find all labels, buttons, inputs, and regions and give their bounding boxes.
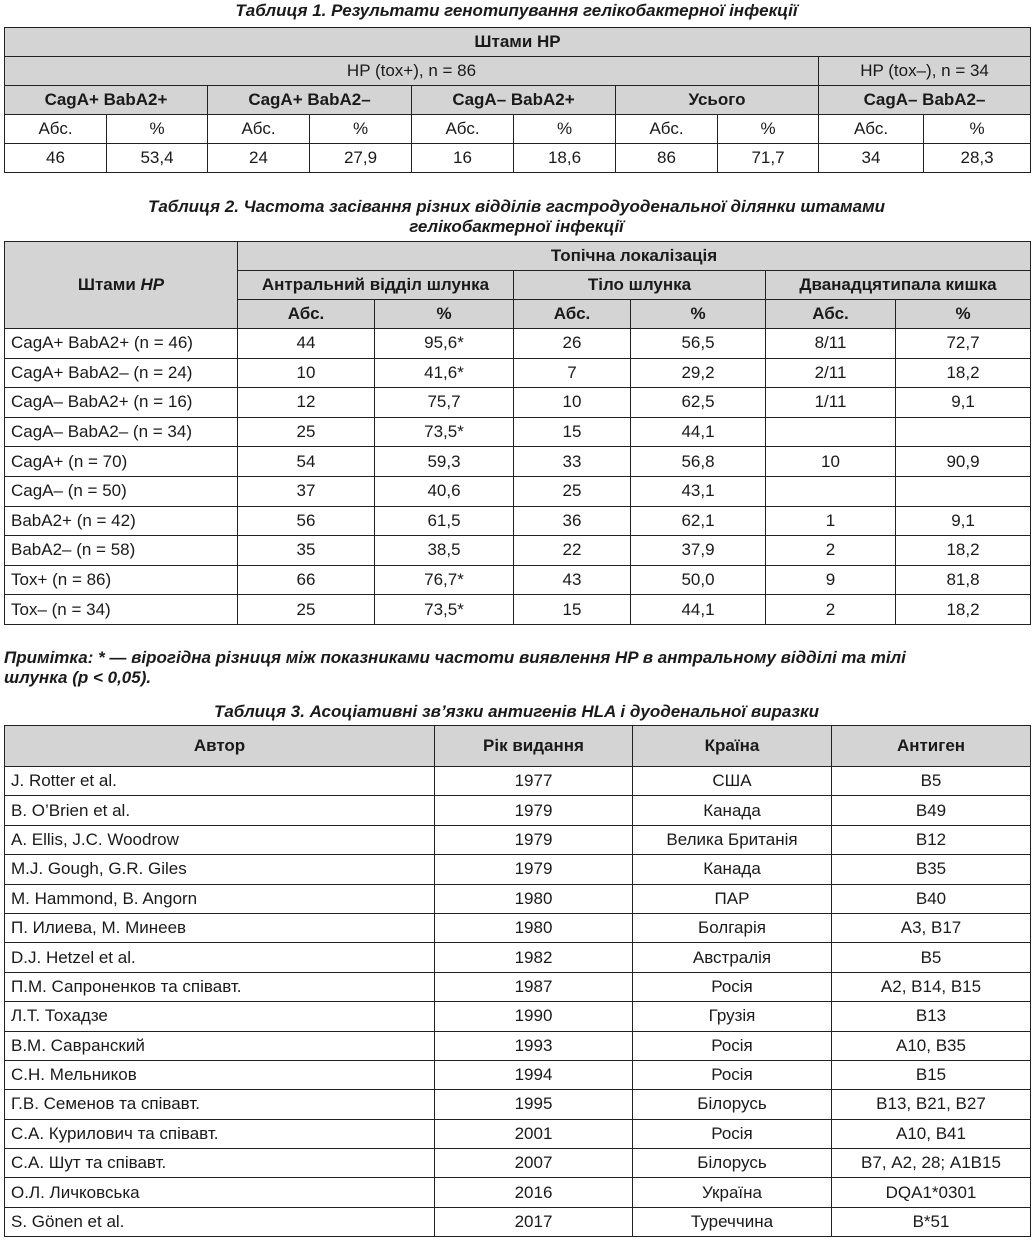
value-cell: 9,1 [896,506,1031,536]
antigen-cell: B35 [832,855,1031,884]
year-cell: 1994 [435,1060,633,1089]
table-row [5,476,1031,506]
value-cell: 62,1 [631,506,766,536]
author-header: Автор [5,726,435,767]
author-cell: M.J. Gough, G.R. Giles [5,855,435,884]
table-row [5,1149,1031,1178]
table-row [5,767,1031,796]
footnote-line1: Примітка: * — вірогідна різниця між показниками частоти виявлення HP в антральному відділі та тілі [4,648,906,667]
country-cell: Болгарія [633,913,832,942]
year-cell: 1979 [435,825,633,854]
location-header: Антральний відділ шлунка [238,271,514,300]
group-header: CagA+ BabA2– [208,86,412,115]
author-cell: П.М. Сапроненков та співавт. [5,972,435,1001]
antigen-cell: А10, В41 [832,1119,1031,1148]
value-cell [896,476,1031,506]
year-header: Рік видання [435,726,633,767]
author-cell: В.М. Савранский [5,1031,435,1060]
country-cell: Україна [633,1178,832,1207]
value-cell: 81,8 [896,565,1031,595]
table-row [5,943,1031,972]
table-row [5,913,1031,942]
value-cell: 62,5 [631,388,766,418]
table-row [5,506,1031,536]
year-cell: 1977 [435,767,633,796]
antigen-cell: В13, В21, В27 [832,1090,1031,1119]
unit-row [5,115,1031,144]
value-cell: 7 [514,358,631,388]
author-cell: A. Ellis, J.C. Woodrow [5,825,435,854]
value-cell: 10 [238,358,375,388]
value-cell: 1/11 [766,388,896,418]
antigen-cell: B5 [832,767,1031,796]
year-cell: 1980 [435,884,633,913]
country-cell: Велика Британія [633,825,832,854]
antigen-cell: А2, В14, В15 [832,972,1031,1001]
location-header: Тіло шлунка [514,271,766,300]
strain-label: CagA+ BabA2– (n = 24) [5,358,238,388]
value-cell: 54 [238,447,375,477]
value-cell: 61,5 [375,506,514,536]
strain-label: CagA+ BabA2+ (n = 46) [5,329,238,359]
table-row [5,1060,1031,1089]
author-cell: С.А. Курилович та співавт. [5,1119,435,1148]
abs-label: Абс. [819,115,924,144]
country-cell: Туреччина [633,1207,832,1236]
value-cell: 59,3 [375,447,514,477]
table-row [5,565,1031,595]
value-cell: 2 [766,595,896,625]
abs-label: Абс. [5,115,107,144]
value-cell: 28,3 [924,144,1031,173]
antigen-cell: А10, В35 [832,1031,1031,1060]
year-cell: 1982 [435,943,633,972]
year-cell: 1980 [435,913,633,942]
antigen-cell: А3, В17 [832,913,1031,942]
table-row [5,536,1031,566]
antigen-cell: В15 [832,1060,1031,1089]
pct-label: % [310,115,412,144]
author-cell: B. O’Brien et al. [5,796,435,825]
year-cell: 2017 [435,1207,633,1236]
value-cell: 50,0 [631,565,766,595]
value-cell: 9 [766,565,896,595]
value-cell: 44,1 [631,595,766,625]
value-cell: 29,2 [631,358,766,388]
antigen-cell: B5 [832,943,1031,972]
year-cell: 1979 [435,796,633,825]
author-cell: Л.Т. Тохадзе [5,1002,435,1031]
antigen-cell: B40 [832,884,1031,913]
country-header: Країна [633,726,832,767]
footnote-line2: шлунка (р < 0,05). [4,668,152,687]
group-header: CagA+ BabA2+ [5,86,208,115]
strain-label: CagA– BabA2– (n = 34) [5,417,238,447]
value-cell: 10 [514,388,631,418]
value-cell: 35 [238,536,375,566]
table-row [5,595,1031,625]
value-cell: 25 [238,595,375,625]
table-row [5,1002,1031,1031]
abs-label: Абс. [412,115,514,144]
value-cell [766,417,896,447]
value-cell: 33 [514,447,631,477]
value-cell: 44,1 [631,417,766,447]
author-cell: С.Н. Мельников [5,1060,435,1089]
country-cell: Грузія [633,1002,832,1031]
value-cell: 40,6 [375,476,514,506]
country-cell: Білорусь [633,1149,832,1178]
pct-label: % [107,115,208,144]
table3-caption: Таблиця 3. Асоціативні зв’язки антигенів HLA і дуоденальної виразки [213,702,820,721]
value-cell: 76,7* [375,565,514,595]
pct-label: % [718,115,819,144]
value-cell: 8/11 [766,329,896,359]
table-row [5,796,1031,825]
year-cell: 1995 [435,1090,633,1119]
year-cell: 1990 [435,1002,633,1031]
author-cell: M. Hammond, B. Angorn [5,884,435,913]
table-row [5,329,1031,359]
year-cell: 1987 [435,972,633,1001]
value-cell: 27,9 [310,144,412,173]
pct-label: % [375,300,514,329]
table-row [5,1031,1031,1060]
author-cell: Г.В. Семенов та співавт. [5,1090,435,1119]
table1-caption: Таблиця 1. Результати генотипування гелікобактерної інфекції [235,1,798,20]
value-cell [766,476,896,506]
pct-label: % [896,300,1031,329]
value-cell: 25 [514,476,631,506]
value-cell: 12 [238,388,375,418]
country-cell: Канада [633,796,832,825]
strain-label: CagA– (n = 50) [5,476,238,506]
hla-associations-table [4,725,1031,1237]
antigen-header: Антиген [832,726,1031,767]
value-cell: 2/11 [766,358,896,388]
strain-label: CagA+ (n = 70) [5,447,238,477]
author-cell: J. Rotter et al. [5,767,435,796]
author-cell: S. Gönen et al. [5,1207,435,1236]
table-row [5,358,1031,388]
table2-caption [0,197,1033,237]
value-cell: 73,5* [375,417,514,447]
table-row [5,855,1031,884]
value-cell: 38,5 [375,536,514,566]
abs-label: Абс. [238,300,375,329]
table-row [5,388,1031,418]
value-cell: 37,9 [631,536,766,566]
value-cell: 26 [514,329,631,359]
value-cell: 34 [819,144,924,173]
country-cell: Росія [633,1060,832,1089]
country-cell: ПАР [633,884,832,913]
table2-footnote [0,648,1033,688]
value-cell: 46 [5,144,107,173]
value-cell: 73,5* [375,595,514,625]
antigen-cell: В13 [832,1002,1031,1031]
value-cell: 18,2 [896,595,1031,625]
antigen-cell: B*51 [832,1207,1031,1236]
value-cell: 44 [238,329,375,359]
value-cell: 72,7 [896,329,1031,359]
country-cell: Росія [633,972,832,1001]
value-cell: 16 [412,144,514,173]
year-cell: 2001 [435,1119,633,1148]
value-cell: 71,7 [718,144,819,173]
table-row [5,1178,1031,1207]
antigen-cell: B12 [832,825,1031,854]
value-cell: 95,6* [375,329,514,359]
tox-positive-header: HP (tox+), n = 86 [5,57,819,86]
table-row [5,972,1031,1001]
value-cell: 56 [238,506,375,536]
colonization-table [4,241,1031,625]
pct-label: % [514,115,616,144]
country-cell: Білорусь [633,1090,832,1119]
value-cell: 10 [766,447,896,477]
strain-label: BabA2+ (n = 42) [5,506,238,536]
value-cell: 25 [238,417,375,447]
table-row [5,884,1031,913]
value-cell: 66 [238,565,375,595]
country-cell: Росія [633,1031,832,1060]
table-row [5,1090,1031,1119]
value-cell: 43 [514,565,631,595]
country-cell: Канада [633,855,832,884]
country-cell: США [633,767,832,796]
genotyping-table [4,27,1031,173]
table-row [5,825,1031,854]
topical-localization-header: Топічна локалізація [238,242,1031,271]
group-header: CagA– BabA2– [819,86,1031,115]
value-cell: 41,6* [375,358,514,388]
strains-header: Штами HP [5,28,1031,57]
value-cell: 36 [514,506,631,536]
value-cell [896,417,1031,447]
value-cell: 43,1 [631,476,766,506]
value-cell: 15 [514,595,631,625]
abs-label: Абс. [616,115,718,144]
author-cell: П. Илиева, М. Минеев [5,913,435,942]
group-header: Усього [616,86,819,115]
antigen-cell: B49 [832,796,1031,825]
value-cell: 56,8 [631,447,766,477]
value-cell: 18,2 [896,536,1031,566]
table-row [5,1119,1031,1148]
value-cell: 56,5 [631,329,766,359]
author-cell: С.А. Шут та співавт. [5,1149,435,1178]
value-cell: 86 [616,144,718,173]
country-cell: Росія [633,1119,832,1148]
value-cell: 15 [514,417,631,447]
pct-label: % [924,115,1031,144]
table2-caption-line1: Таблиця 2. Частота засівання різних відділів гастродуоденальної ділянки штамами [147,197,886,216]
year-cell: 1979 [435,855,633,884]
tox-negative-header: HP (tox–), n = 34 [819,57,1031,86]
table-row [5,417,1031,447]
value-cell: 75,7 [375,388,514,418]
year-cell: 2007 [435,1149,633,1178]
table-row [5,1207,1031,1236]
author-cell: D.J. Hetzel et al. [5,943,435,972]
pct-label: % [631,300,766,329]
value-cell: 37 [238,476,375,506]
value-cell: 90,9 [896,447,1031,477]
strain-label: Tox+ (n = 86) [5,565,238,595]
antigen-cell: DQA1*0301 [832,1178,1031,1207]
year-cell: 1993 [435,1031,633,1060]
value-cell: 18,2 [896,358,1031,388]
values-row [5,144,1031,173]
abs-label: Абс. [766,300,896,329]
antigen-cell: В7, А2, 28; А1В15 [832,1149,1031,1178]
table-row [5,447,1031,477]
value-cell: 18,6 [514,144,616,173]
table2-caption-line2: гелікобактерної інфекції [409,217,624,236]
group-header: CagA– BabA2+ [412,86,616,115]
abs-label: Абс. [208,115,310,144]
author-cell: О.Л. Личковська [5,1178,435,1207]
strain-label: Tox– (n = 34) [5,595,238,625]
value-cell: 53,4 [107,144,208,173]
location-header: Дванадцятипала кишка [766,271,1031,300]
value-cell: 1 [766,506,896,536]
value-cell: 24 [208,144,310,173]
country-cell: Австралія [633,943,832,972]
year-cell: 2016 [435,1178,633,1207]
strain-label: CagA– BabA2+ (n = 16) [5,388,238,418]
value-cell: 2 [766,536,896,566]
value-cell: 9,1 [896,388,1031,418]
abs-label: Абс. [514,300,631,329]
strain-label: BabA2– (n = 58) [5,536,238,566]
strains-header: Штами HP [5,242,238,329]
value-cell: 22 [514,536,631,566]
